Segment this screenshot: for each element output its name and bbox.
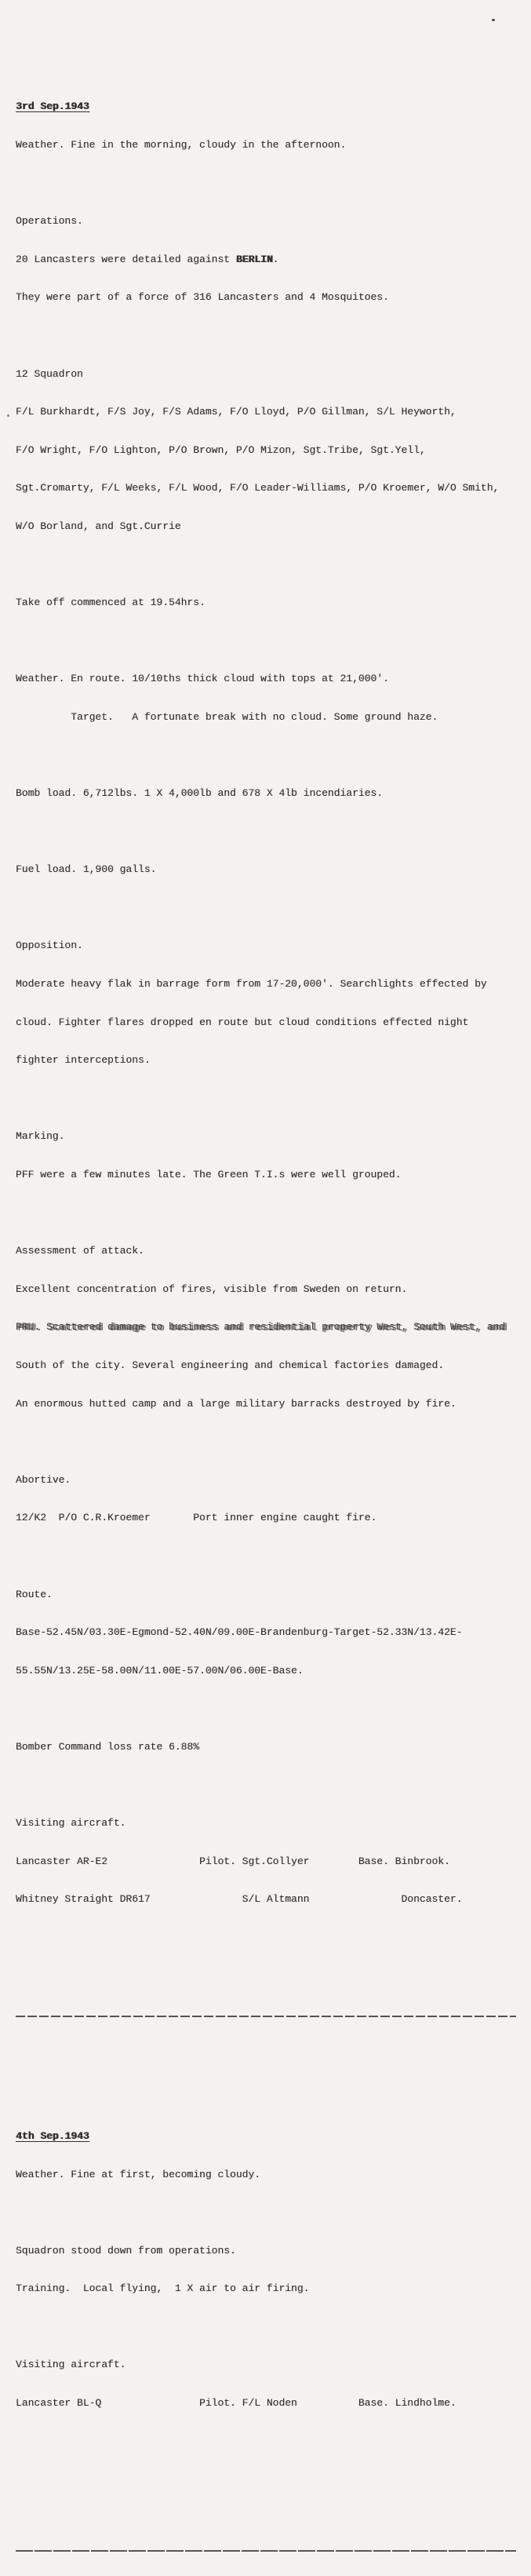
ink-speck-left-margin [7, 414, 9, 417]
crew-list-line-3: Sgt.Cromarty, F/L Weeks, F/L Wood, F/O Leader-Williams, P/O Kroemer, W/O Smith, [16, 482, 500, 494]
blank-line [16, 1779, 525, 1792]
assessment-heading: Assessment of attack. [16, 1245, 144, 1257]
operations-detail-prefix: 20 Lancasters were detailed against [16, 253, 236, 265]
blank-line [16, 2473, 525, 2486]
bomb-load-line: Bomb load. 6,712lbs. 1 X 4,000lb and 678 X 4lb incendiaries. [16, 787, 384, 800]
route-heading: Route. [16, 1588, 53, 1600]
entry-date-heading: 3rd Sep.1943 [16, 100, 89, 113]
squadron-heading: 12 Squadron [16, 367, 83, 380]
assessment-line-4: An enormous hutted camp and a large military barracks destroyed by fire. [16, 1397, 456, 1410]
operations-target-name: BERLIN [235, 253, 273, 265]
route-line-2: 55.55N/13.25E-58.00N/11.00E-57.00N/06.00E-Base. [16, 1664, 304, 1677]
operations-heading: Operations. [16, 215, 83, 228]
weather-summary-line: Weather. Fine at first, becoming cloudy. [16, 2168, 261, 2180]
blank-line [16, 177, 525, 190]
operations-detail-suffix: . [272, 253, 279, 265]
visiting-aircraft-row: Whitney Straight DR617 S/L Altmann Doncaster. [16, 1893, 463, 1906]
stood-down-line: Squadron stood down from operations. [16, 2244, 236, 2257]
entry-3rd-sep-1943 [16, 75, 525, 1970]
assessment-line-1: Excellent concentration of fires, visible from Sweden on return. [16, 1283, 408, 1295]
blank-line [16, 1932, 525, 1944]
fuel-load-line: Fuel load. 1,900 galls. [16, 863, 157, 876]
blank-line [16, 1702, 525, 1715]
blank-line [16, 826, 525, 838]
blank-line [16, 2206, 525, 2219]
blank-line [16, 1207, 525, 1220]
operations-detail-line [16, 254, 525, 266]
typed-separator-line [16, 2016, 516, 2017]
typed-separator-line [16, 2550, 516, 2552]
opposition-heading: Opposition. [16, 940, 83, 952]
blank-line [16, 750, 525, 762]
blank-line [16, 2054, 525, 2067]
blank-line [16, 1093, 525, 1105]
blank-line [16, 559, 525, 571]
weather-target-line: Target. A fortunate break with no cloud. Some ground haze. [16, 710, 438, 723]
loss-rate-line: Bomber Command loss rate 6.88% [16, 1740, 200, 1753]
entry-4th-sep-1943 [16, 2105, 525, 2512]
take-off-line: Take off commenced at 19.54hrs. [16, 597, 205, 609]
abortive-line: 12/K2 P/O C.R.Kroemer Port inner engine caught fire. [16, 1512, 377, 1524]
blank-line [16, 902, 525, 914]
opposition-line-1: Moderate heavy flak in barrage form from 17-20,000'. Searchlights effected by [16, 978, 487, 991]
ink-speck-top-right [492, 19, 495, 21]
marking-heading: Marking. [16, 1130, 65, 1143]
assessment-line-2-overstruck: PRU. Scattered damage to business and residential property West, South West, and [16, 1321, 506, 1334]
assessment-line-3: South of the city. Several engineering and chemical factories damaged. [16, 1359, 445, 1372]
visiting-aircraft-heading: Visiting aircraft. [16, 2359, 126, 2371]
visiting-aircraft-heading: Visiting aircraft. [16, 1817, 126, 1830]
weather-en-route-line: Weather. En route. 10/10ths thick cloud with tops at 21,000'. [16, 673, 389, 685]
opposition-line-3: fighter interceptions. [16, 1054, 151, 1067]
training-line: Training. Local flying, 1 X air to air firing. [16, 2282, 310, 2295]
opposition-line-2: cloud. Fighter flares dropped en route but cloud conditions effected night [16, 1016, 469, 1028]
blank-line [16, 635, 525, 648]
crew-list-line-1: F/L Burkhardt, F/S Joy, F/S Adams, F/O Lloyd, P/O Gillman, S/L Heyworth, [16, 406, 456, 418]
blank-line [16, 1550, 525, 1563]
blank-line [16, 1436, 525, 1448]
blank-line [16, 2436, 525, 2448]
abortive-heading: Abortive. [16, 1473, 71, 1486]
route-line-1: Base-52.45N/03.30E-Egmond-52.40N/09.00E-Brandenburg-Target-52.33N/13.42E- [16, 1626, 463, 1639]
entry-date-heading: 4th Sep.1943 [16, 2129, 89, 2142]
blank-line [16, 2321, 525, 2333]
crew-list-line-2: F/O Wright, F/O Lighton, P/O Brown, P/O Mizon, Sgt.Tribe, Sgt.Yell, [16, 443, 426, 456]
weather-summary-line: Weather. Fine in the morning, cloudy in the afternoon. [16, 139, 347, 151]
operations-force-line: They were part of a force of 316 Lancasters and 4 Mosquitoes. [16, 291, 389, 304]
crew-list-line-4: W/O Borland, and Sgt.Currie [16, 520, 181, 532]
visiting-aircraft-row: Lancaster BL-Q Pilot. F/L Noden Base. Lindholme. [16, 2397, 456, 2410]
marking-line: PFF were a few minutes late. The Green T.I.s were well grouped. [16, 1169, 402, 1181]
blank-line [16, 330, 525, 342]
separator-row [16, 2016, 525, 2028]
visiting-aircraft-row: Lancaster AR-E2 Pilot. Sgt.Collyer Base. Binbrook. [16, 1855, 450, 1867]
separator-row [16, 2550, 525, 2563]
